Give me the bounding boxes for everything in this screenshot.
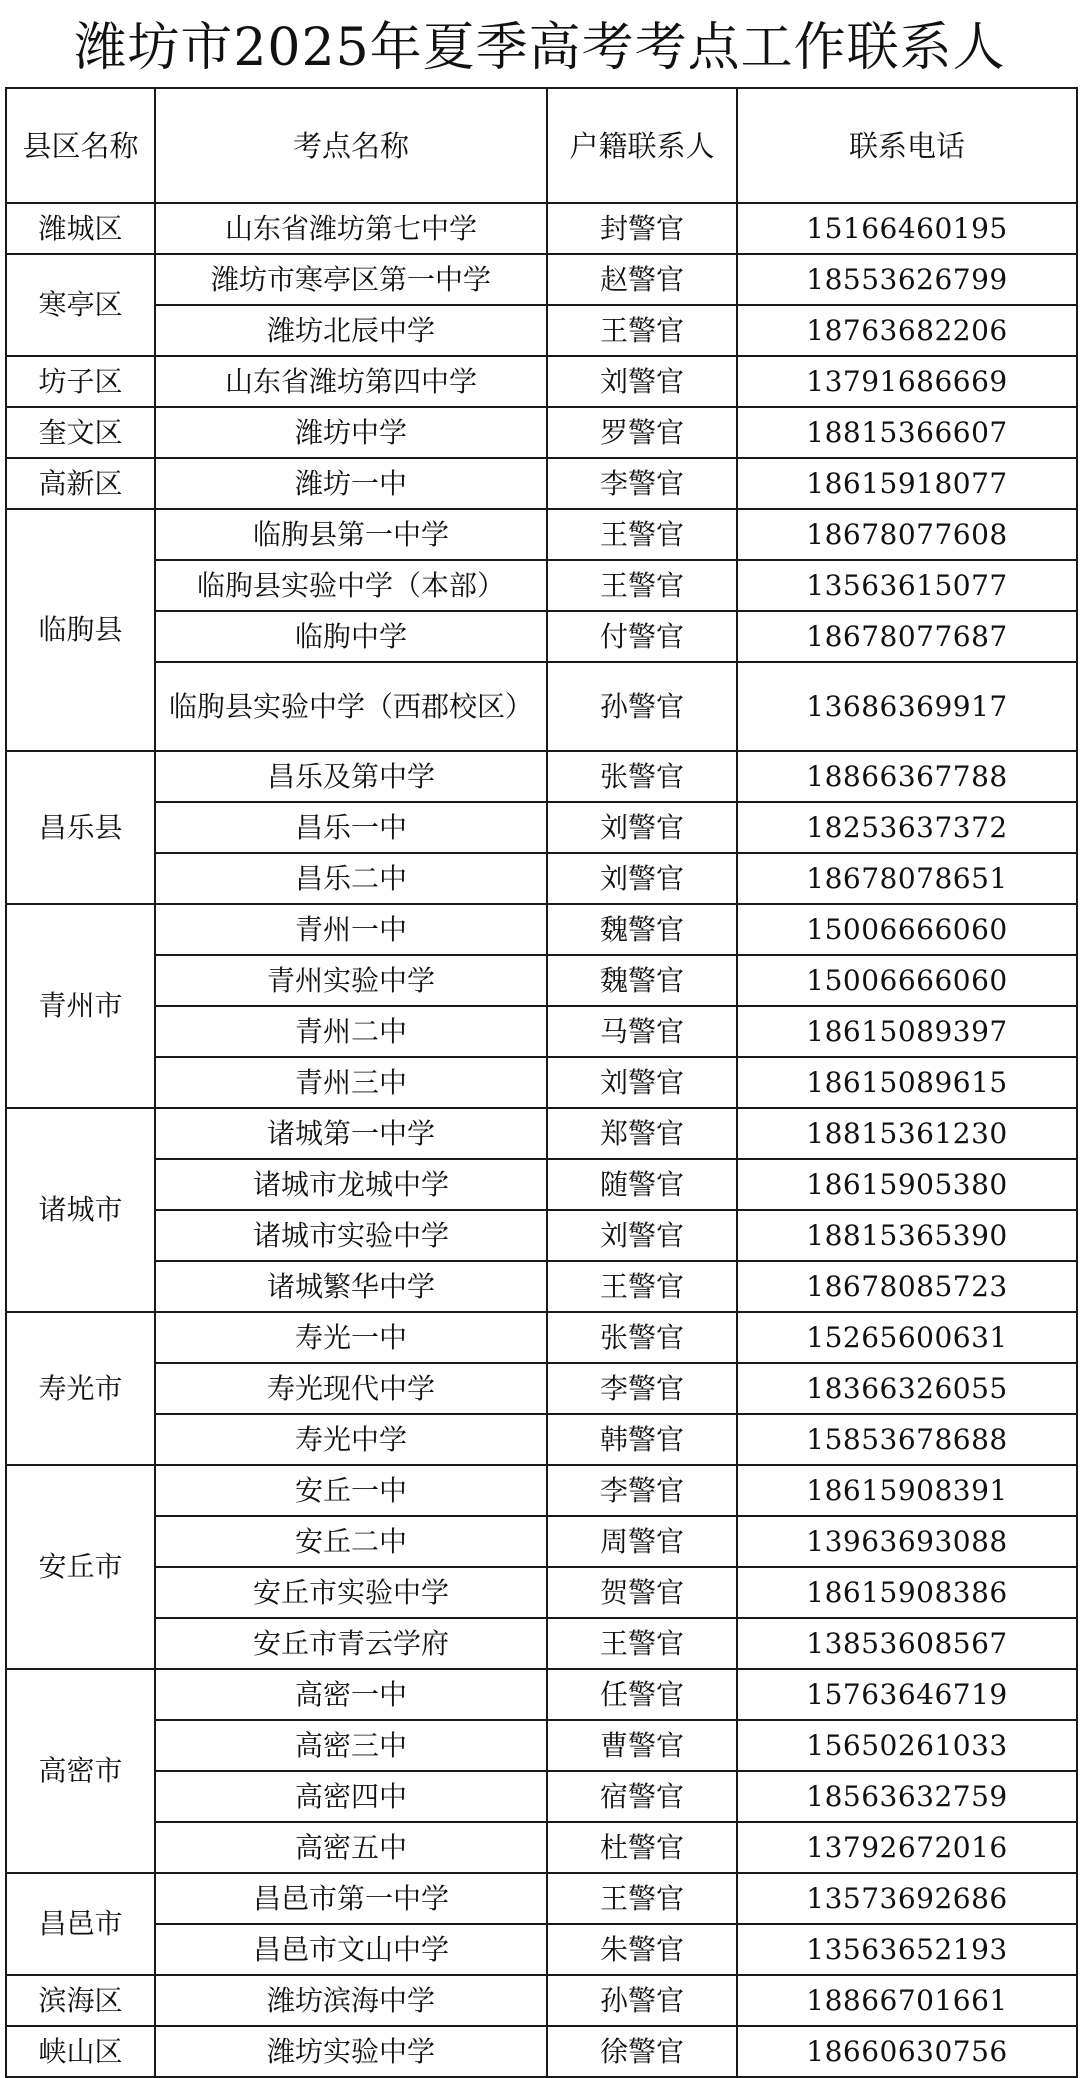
- site-cell: 高密五中: [155, 1822, 547, 1873]
- site-cell: 潍坊一中: [155, 458, 547, 509]
- header-district: 县区名称: [6, 88, 155, 203]
- contact-cell: 宿警官: [547, 1771, 737, 1822]
- site-cell: 昌邑市文山中学: [155, 1924, 547, 1975]
- phone-cell: 18815366607: [737, 407, 1077, 458]
- contact-cell: 徐警官: [547, 2026, 737, 2077]
- district-cell: 临朐县: [6, 509, 155, 751]
- contact-cell: 马警官: [547, 1006, 737, 1057]
- table-row: [6, 2026, 1077, 2077]
- phone-cell: 13853608567: [737, 1618, 1077, 1669]
- site-cell: 安丘市青云学府: [155, 1618, 547, 1669]
- district-cell: 青州市: [6, 904, 155, 1108]
- phone-cell: 18866367788: [737, 751, 1077, 802]
- site-cell: 昌乐及第中学: [155, 751, 547, 802]
- contact-cell: 王警官: [547, 305, 737, 356]
- contact-cell: 刘警官: [547, 1057, 737, 1108]
- table-row: [6, 955, 1077, 1006]
- site-cell: 青州实验中学: [155, 955, 547, 1006]
- site-cell: 安丘二中: [155, 1516, 547, 1567]
- phone-cell: 18660630756: [737, 2026, 1077, 2077]
- district-cell: 高密市: [6, 1669, 155, 1873]
- phone-cell: 15166460195: [737, 203, 1077, 254]
- site-cell: 诸城市实验中学: [155, 1210, 547, 1261]
- contact-cell: 周警官: [547, 1516, 737, 1567]
- table-row: [6, 1975, 1077, 2026]
- site-cell: 安丘市实验中学: [155, 1567, 547, 1618]
- contact-cell: 刘警官: [547, 802, 737, 853]
- page-title: 潍坊市2025年夏季高考考点工作联系人: [74, 17, 1006, 78]
- contact-cell: 杜警官: [547, 1822, 737, 1873]
- phone-cell: 13792672016: [737, 1822, 1077, 1873]
- contact-cell: 刘警官: [547, 853, 737, 904]
- phone-cell: 18253637372: [737, 802, 1077, 853]
- table-row: [6, 1261, 1077, 1312]
- table-row: [6, 305, 1077, 356]
- district-cell: 高新区: [6, 458, 155, 509]
- site-cell: 昌邑市第一中学: [155, 1873, 547, 1924]
- table-row: [6, 1567, 1077, 1618]
- table-row: [6, 1210, 1077, 1261]
- phone-cell: 18815361230: [737, 1108, 1077, 1159]
- table-row: [6, 751, 1077, 802]
- site-cell: 诸城第一中学: [155, 1108, 547, 1159]
- contact-cell: 王警官: [547, 1261, 737, 1312]
- table-row: [6, 1159, 1077, 1210]
- phone-cell: 18763682206: [737, 305, 1077, 356]
- district-cell: 寿光市: [6, 1312, 155, 1465]
- table-row: [6, 1465, 1077, 1516]
- contact-cell: 张警官: [547, 751, 737, 802]
- table-row: [6, 356, 1077, 407]
- contact-cell: 孙警官: [547, 1975, 737, 2026]
- table-row: [6, 1924, 1077, 1975]
- phone-cell: 18615905380: [737, 1159, 1077, 1210]
- district-cell: 滨海区: [6, 1975, 155, 2026]
- contact-cell: 贺警官: [547, 1567, 737, 1618]
- phone-cell: 18678078651: [737, 853, 1077, 904]
- phone-cell: 15006666060: [737, 955, 1077, 1006]
- contact-cell: 朱警官: [547, 1924, 737, 1975]
- table-row: [6, 203, 1077, 254]
- district-cell: 诸城市: [6, 1108, 155, 1312]
- table-row: [6, 458, 1077, 509]
- table-row: [6, 254, 1077, 305]
- table-row: [6, 853, 1077, 904]
- phone-cell: 18366326055: [737, 1363, 1077, 1414]
- header-phone: 联系电话: [737, 88, 1077, 203]
- table-row: [6, 1414, 1077, 1465]
- district-cell: 寒亭区: [6, 254, 155, 356]
- phone-cell: 18678077687: [737, 611, 1077, 662]
- phone-cell: 18615918077: [737, 458, 1077, 509]
- phone-cell: 15265600631: [737, 1312, 1077, 1363]
- phone-cell: 18615089615: [737, 1057, 1077, 1108]
- site-cell: 寿光一中: [155, 1312, 547, 1363]
- contact-cell: 李警官: [547, 1363, 737, 1414]
- site-cell: 诸城市龙城中学: [155, 1159, 547, 1210]
- table-row: [6, 1006, 1077, 1057]
- site-cell: 高密一中: [155, 1669, 547, 1720]
- table-row: [6, 1312, 1077, 1363]
- table-row: [6, 802, 1077, 853]
- contact-table: [5, 87, 1078, 2078]
- site-cell: 青州一中: [155, 904, 547, 955]
- site-cell: 临朐县实验中学（西郡校区）: [155, 662, 547, 751]
- site-cell: 寿光中学: [155, 1414, 547, 1465]
- site-cell: 潍坊市寒亭区第一中学: [155, 254, 547, 305]
- contact-cell: 王警官: [547, 509, 737, 560]
- table-row: [6, 1618, 1077, 1669]
- district-cell: 潍城区: [6, 203, 155, 254]
- table-row: [6, 904, 1077, 955]
- phone-cell: 15650261033: [737, 1720, 1077, 1771]
- table-row: [6, 1720, 1077, 1771]
- contact-cell: 任警官: [547, 1669, 737, 1720]
- phone-cell: 13791686669: [737, 356, 1077, 407]
- district-cell: 昌乐县: [6, 751, 155, 904]
- table-row: [6, 1516, 1077, 1567]
- header-contact: 户籍联系人: [547, 88, 737, 203]
- site-cell: 高密四中: [155, 1771, 547, 1822]
- table-header-row: [6, 88, 1077, 203]
- table-row: [6, 509, 1077, 560]
- site-cell: 临朐中学: [155, 611, 547, 662]
- contact-cell: 刘警官: [547, 1210, 737, 1261]
- contact-cell: 刘警官: [547, 356, 737, 407]
- phone-cell: 18815365390: [737, 1210, 1077, 1261]
- contact-cell: 付警官: [547, 611, 737, 662]
- district-cell: 安丘市: [6, 1465, 155, 1669]
- site-cell: 昌乐一中: [155, 802, 547, 853]
- table-row: [6, 1771, 1077, 1822]
- site-cell: 潍坊滨海中学: [155, 1975, 547, 2026]
- phone-cell: 18615908391: [737, 1465, 1077, 1516]
- site-cell: 临朐县第一中学: [155, 509, 547, 560]
- contact-cell: 魏警官: [547, 955, 737, 1006]
- contact-cell: 张警官: [547, 1312, 737, 1363]
- site-cell: 山东省潍坊第四中学: [155, 356, 547, 407]
- site-cell: 青州二中: [155, 1006, 547, 1057]
- phone-cell: 13573692686: [737, 1873, 1077, 1924]
- district-cell: 坊子区: [6, 356, 155, 407]
- contact-cell: 韩警官: [547, 1414, 737, 1465]
- contact-cell: 王警官: [547, 560, 737, 611]
- site-cell: 昌乐二中: [155, 853, 547, 904]
- table-row: [6, 662, 1077, 751]
- phone-cell: 18615089397: [737, 1006, 1077, 1057]
- phone-cell: 13563652193: [737, 1924, 1077, 1975]
- district-cell: 昌邑市: [6, 1873, 155, 1975]
- site-cell: 安丘一中: [155, 1465, 547, 1516]
- site-cell: 潍坊实验中学: [155, 2026, 547, 2077]
- table-row: [6, 611, 1077, 662]
- site-cell: 青州三中: [155, 1057, 547, 1108]
- phone-cell: 18563632759: [737, 1771, 1077, 1822]
- site-cell: 潍坊中学: [155, 407, 547, 458]
- phone-cell: 13686369917: [737, 662, 1077, 751]
- contact-cell: 随警官: [547, 1159, 737, 1210]
- contact-cell: 郑警官: [547, 1108, 737, 1159]
- phone-cell: 18866701661: [737, 1975, 1077, 2026]
- table-row: [6, 1057, 1077, 1108]
- table-row: [6, 1669, 1077, 1720]
- table-row: [6, 407, 1077, 458]
- table-row: [6, 1822, 1077, 1873]
- table-body: [6, 203, 1077, 2077]
- site-cell: 诸城繁华中学: [155, 1261, 547, 1312]
- phone-cell: 13563615077: [737, 560, 1077, 611]
- phone-cell: 13963693088: [737, 1516, 1077, 1567]
- contact-cell: 罗警官: [547, 407, 737, 458]
- phone-cell: 18553626799: [737, 254, 1077, 305]
- contact-cell: 王警官: [547, 1873, 737, 1924]
- contact-cell: 王警官: [547, 1618, 737, 1669]
- site-cell: 高密三中: [155, 1720, 547, 1771]
- contact-cell: 曹警官: [547, 1720, 737, 1771]
- table-row: [6, 1108, 1077, 1159]
- contact-cell: 李警官: [547, 458, 737, 509]
- site-cell: 山东省潍坊第七中学: [155, 203, 547, 254]
- phone-cell: 15763646719: [737, 1669, 1077, 1720]
- phone-cell: 18615908386: [737, 1567, 1077, 1618]
- site-cell: 临朐县实验中学（本部）: [155, 560, 547, 611]
- phone-cell: 18678085723: [737, 1261, 1077, 1312]
- contact-cell: 赵警官: [547, 254, 737, 305]
- district-cell: 奎文区: [6, 407, 155, 458]
- phone-cell: 15853678688: [737, 1414, 1077, 1465]
- site-cell: 寿光现代中学: [155, 1363, 547, 1414]
- contact-cell: 魏警官: [547, 904, 737, 955]
- contact-cell: 封警官: [547, 203, 737, 254]
- phone-cell: 15006666060: [737, 904, 1077, 955]
- table-row: [6, 560, 1077, 611]
- contact-cell: 李警官: [547, 1465, 737, 1516]
- district-cell: 峡山区: [6, 2026, 155, 2077]
- phone-cell: 18678077608: [737, 509, 1077, 560]
- table-row: [6, 1363, 1077, 1414]
- contact-cell: 孙警官: [547, 662, 737, 751]
- table-row: [6, 1873, 1077, 1924]
- site-cell: 潍坊北辰中学: [155, 305, 547, 356]
- header-site: 考点名称: [155, 88, 547, 203]
